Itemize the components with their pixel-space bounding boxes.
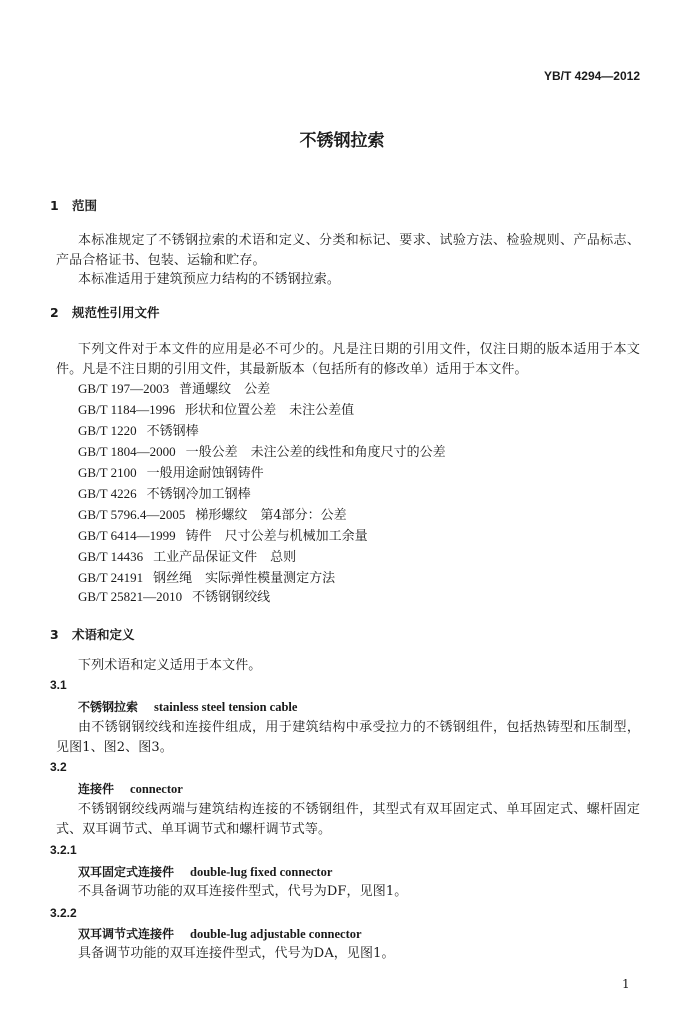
reference-name: 一般用途耐蚀钢铸件 xyxy=(146,466,264,481)
section-2-number: 2 xyxy=(50,305,59,320)
reference-code: GB/T 14436 xyxy=(78,549,144,564)
section-2-title: 规范性引用文件 xyxy=(72,305,160,320)
reference-name: 梯形螺纹 第4部分：公差 xyxy=(195,508,347,523)
reference-name: 工业产品保证文件 总则 xyxy=(153,550,297,565)
reference-item xyxy=(78,527,368,545)
term-definition: 不锈钢钢绞线两端与建筑结构连接的不锈钢组件，其型式有双耳固定式、单耳固定式、螺杆固定式、双耳调节式、单耳调节式和螺杆调节式等。 xyxy=(56,802,640,837)
reference-code: GB/T 2100 xyxy=(78,465,137,480)
reference-item xyxy=(78,380,270,398)
normative-intro: 下列文件对于本文件的应用是必不可少的。凡是注日期的引用文件，仅注日期的版本适用于本文件。凡是不注日期的引用文件，其最新版本（包括所有的修改单）适用于本文件。 xyxy=(56,342,640,377)
term-zh: 连接件 xyxy=(78,782,115,796)
reference-code: GB/T 197—2003 xyxy=(78,381,170,396)
term-en: double-lug adjustable connector xyxy=(190,927,362,941)
term-zh: 双耳调节式连接件 xyxy=(78,927,175,941)
term-definition: 具备调节功能的双耳连接件型式，代号为DA，见图1。 xyxy=(78,946,395,961)
clause-number: 3.2.1 xyxy=(50,843,77,857)
term-entry xyxy=(78,863,332,881)
term-definition: 不具备调节功能的双耳连接件型式，代号为DF，见图1。 xyxy=(78,884,408,899)
clause-number: 3.2.2 xyxy=(50,906,77,920)
term-entry xyxy=(78,698,297,716)
document-title: 不锈钢拉索 xyxy=(299,131,385,151)
section-1-title: 范围 xyxy=(72,198,98,213)
reference-item xyxy=(78,506,347,524)
scope-paragraph-1: 本标准规定了不锈钢拉索的术语和定义、分类和标记、要求、试验方法、检验规则、产品标志、产品合格证书、包装、运输和贮存。 xyxy=(56,233,640,268)
term-en: double-lug fixed connector xyxy=(190,865,333,879)
clause-number: 3.1 xyxy=(50,678,67,692)
reference-item xyxy=(78,401,354,419)
reference-code: GB/T 1184—1996 xyxy=(78,402,176,417)
term-definition: 由不锈钢钢绞线和连接件组成，用于建筑结构中承受拉力的不锈钢组件，包括热铸型和压制型，见图1、图2、图3。 xyxy=(56,720,640,755)
reference-name: 不锈钢钢绞线 xyxy=(192,590,271,605)
reference-item xyxy=(78,422,199,440)
reference-code: GB/T 5796.4—2005 xyxy=(78,507,186,522)
clause-number: 3.2 xyxy=(50,760,67,774)
section-3-title: 术语和定义 xyxy=(72,627,135,642)
reference-name: 钢丝绳 实际弹性模量测定方法 xyxy=(153,571,336,586)
reference-name: 铸件 尺寸公差与机械加工余量 xyxy=(185,529,368,544)
reference-name: 形状和位置公差 未注公差值 xyxy=(185,403,355,418)
terms-intro: 下列术语和定义适用于本文件。 xyxy=(78,658,262,673)
reference-code: GB/T 24191 xyxy=(78,570,144,585)
term-zh: 不锈钢拉索 xyxy=(78,700,139,714)
page-number: 1 xyxy=(622,977,630,991)
section-1-number: 1 xyxy=(50,198,59,213)
reference-item xyxy=(78,443,446,461)
term-entry xyxy=(78,925,362,943)
reference-name: 一般公差 未注公差的线性和角度尺寸的公差 xyxy=(185,445,446,460)
reference-code: GB/T 1804—2000 xyxy=(78,444,176,459)
reference-code: GB/T 25821—2010 xyxy=(78,589,183,604)
reference-code: GB/T 6414—1999 xyxy=(78,528,176,543)
term-entry xyxy=(78,780,183,798)
term-zh: 双耳固定式连接件 xyxy=(78,865,175,879)
reference-code: GB/T 4226 xyxy=(78,486,137,501)
reference-item xyxy=(78,548,296,566)
section-3-number: 3 xyxy=(50,627,59,642)
scope-paragraph-2: 本标准适用于建筑预应力结构的不锈钢拉索。 xyxy=(78,272,341,287)
reference-name: 不锈钢冷加工钢棒 xyxy=(146,487,251,502)
reference-item xyxy=(78,464,264,482)
reference-name: 不锈钢棒 xyxy=(146,424,199,439)
reference-name: 普通螺纹 公差 xyxy=(179,382,271,397)
reference-item xyxy=(78,485,251,503)
standard-code: YB/T 4294—2012 xyxy=(543,69,640,83)
reference-item xyxy=(78,588,270,606)
section-3-heading xyxy=(50,626,135,643)
reference-code: GB/T 1220 xyxy=(78,423,137,438)
section-2-heading xyxy=(50,304,160,321)
term-en: connector xyxy=(130,782,183,796)
reference-item xyxy=(78,569,335,587)
term-en: stainless steel tension cable xyxy=(154,700,298,714)
section-1-heading xyxy=(50,197,97,214)
